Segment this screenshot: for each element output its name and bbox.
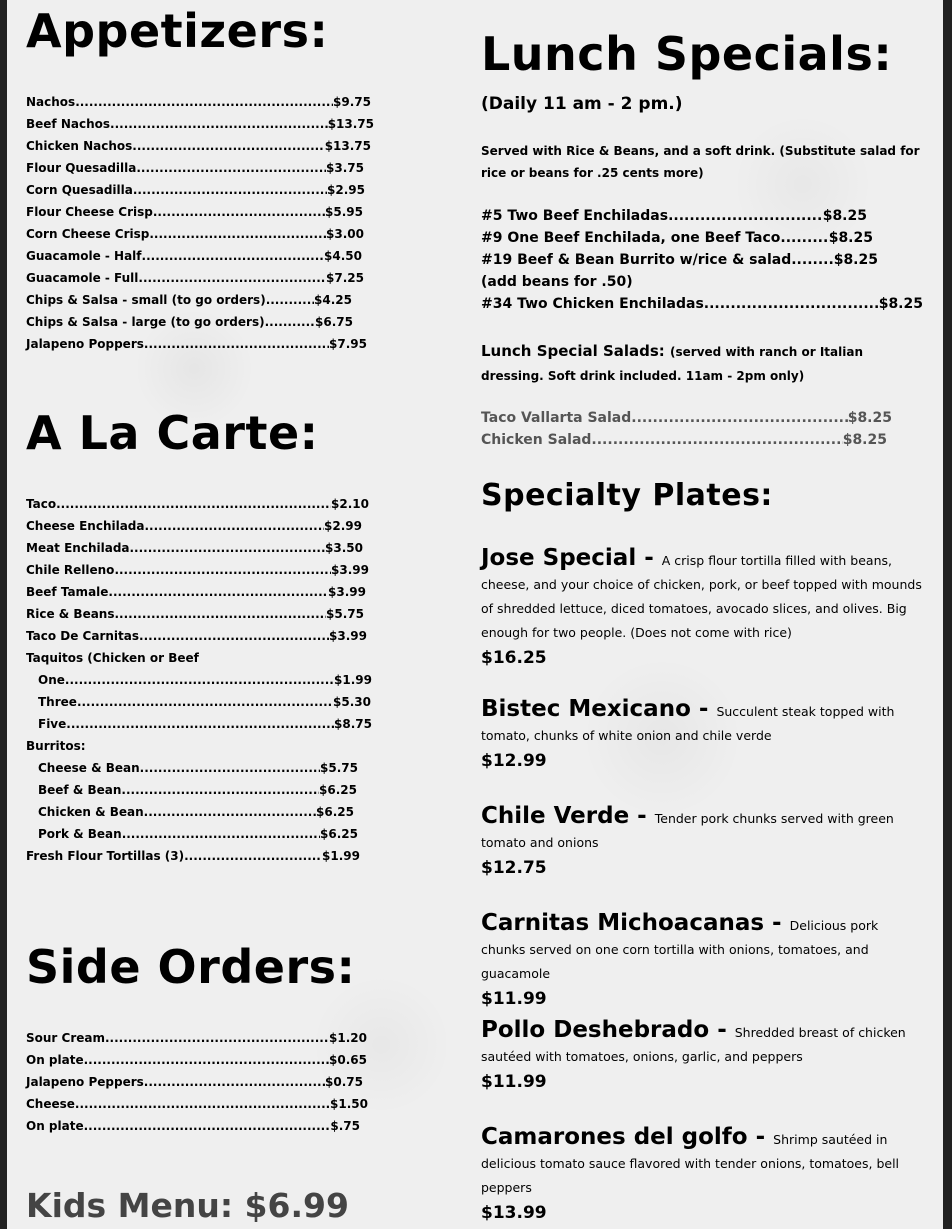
- appetizer-item: [26, 135, 371, 157]
- dot-leader: [668, 205, 823, 227]
- dot-leader: [266, 289, 314, 311]
- lunch-special-item: [481, 249, 878, 271]
- dot-leader: [149, 223, 326, 245]
- dot-leader: [114, 559, 331, 581]
- appetizer-item-price: $13.75: [327, 117, 374, 131]
- appetizer-item-price: $9.75: [333, 95, 371, 109]
- side-order-item-name: Sour Cream: [26, 1031, 105, 1045]
- specialty-plate: [481, 910, 926, 1011]
- appetizer-item: [26, 113, 374, 135]
- side-order-item-name: Jalapeno Peppers: [26, 1075, 144, 1089]
- specialty-plate-description: Shrimp sautéed in delicious tomato sauce flavored with tender onions, tomatoes, bell peppers: [481, 1132, 900, 1195]
- appetizer-item: [26, 157, 364, 179]
- alacarte-item-price: $5.75: [326, 607, 364, 621]
- alacarte-item: [26, 757, 358, 779]
- specialty-plate-text: [481, 545, 926, 644]
- dot-leader: [791, 249, 833, 271]
- dot-leader: [84, 1115, 331, 1137]
- dot-leader: [704, 293, 879, 315]
- lunch-specials-list: [481, 205, 923, 315]
- specialty-plate: [481, 1017, 926, 1094]
- alacarte-item-name: Five: [38, 717, 67, 731]
- lunch-special-item-price: $8.25: [878, 296, 923, 312]
- lunch-salads-title: Lunch Special Salads:: [481, 342, 665, 360]
- alacarte-item-name: Three: [38, 695, 77, 709]
- specialty-plate-description: Tender pork chunks served with green tomato and onions: [481, 811, 894, 850]
- alacarte-item-name: Cheese Enchilada: [26, 519, 145, 533]
- lunch-special-item-price: $8.25: [833, 252, 878, 268]
- dot-leader: [140, 757, 320, 779]
- dot-leader: [136, 157, 326, 179]
- alacarte-item-price: $6.25: [319, 783, 357, 797]
- lunch-salad-item: [481, 407, 892, 429]
- lunch-salad-item-price: $8.25: [842, 432, 887, 448]
- alacarte-item-name: Burritos:: [26, 739, 86, 753]
- side-order-item: [26, 1027, 367, 1049]
- appetizer-item: [26, 179, 365, 201]
- specialty-plate-name: Chile Verde -: [481, 803, 655, 829]
- specialty-plate-description: Delicious pork chunks served on one corn tortilla with onions, tomatoes, and guacamole: [481, 918, 879, 981]
- alacarte-item-name: Beef & Bean: [38, 783, 122, 797]
- side-order-item: [26, 1049, 367, 1071]
- lunch-special-item-name: (add beans for .50): [481, 274, 633, 290]
- specialty-plate-price: $13.99: [481, 1203, 547, 1223]
- appetizer-item: [26, 333, 367, 355]
- alacarte-item-price: $6.25: [320, 827, 358, 841]
- side-order-item-name: Cheese: [26, 1097, 75, 1111]
- alacarte-item-name: Meat Enchilada: [26, 541, 130, 555]
- alacarte-item-price: $8.75: [334, 717, 372, 731]
- specialty-plate-price: $16.25: [481, 648, 547, 668]
- appetizers-title: Appetizers:: [26, 4, 329, 58]
- lunch-special-item-name: #34 Two Chicken Enchiladas: [481, 296, 704, 312]
- sides-list: [26, 1027, 368, 1137]
- dot-leader: [105, 1027, 329, 1049]
- alacarte-item: [26, 559, 369, 581]
- alacarte-item: [26, 603, 364, 625]
- side-order-item: [26, 1115, 360, 1137]
- specialty-plate-price: $12.75: [481, 858, 547, 878]
- appetizer-item-name: Chips & Salsa - large (to go orders): [26, 315, 265, 329]
- appetizer-item-price: $13.75: [324, 139, 371, 153]
- lunch-special-item-name: #19 Beef & Bean Burrito w/rice & salad: [481, 252, 792, 268]
- dot-leader: [265, 311, 315, 333]
- side-order-item: [26, 1071, 363, 1093]
- dot-leader: [153, 201, 325, 223]
- lunch-salad-item-name: Chicken Salad: [481, 432, 592, 448]
- appetizer-item: [26, 201, 363, 223]
- side-order-item-name: On plate: [26, 1053, 84, 1067]
- dot-leader: [132, 135, 324, 157]
- specialty-plate: [481, 803, 926, 880]
- dot-leader: [84, 1049, 329, 1071]
- alacarte-item-price: $5.30: [333, 695, 371, 709]
- appetizer-item-price: $3.75: [326, 161, 364, 175]
- appetizer-item-name: Guacamole - Half: [26, 249, 142, 263]
- lunch-special-item: [481, 227, 873, 249]
- dot-leader: [591, 429, 842, 451]
- specialty-plate-price: $11.99: [481, 989, 547, 1009]
- appetizer-item-price: $3.00: [326, 227, 364, 241]
- dot-leader: [75, 91, 333, 113]
- appetizer-item-name: Corn Quesadilla: [26, 183, 133, 197]
- alacarte-item-price: $3.99: [331, 563, 369, 577]
- appetizer-item-name: Flour Quesadilla: [26, 161, 137, 175]
- appetizer-item: [26, 267, 364, 289]
- alacarte-item-name: Taco De Carnitas: [26, 629, 140, 643]
- specialty-plate-text: [481, 1124, 926, 1199]
- dot-leader: [122, 823, 320, 845]
- dot-leader: [138, 267, 326, 289]
- alacarte-item-price: $1.99: [334, 673, 372, 687]
- lunch-salads-heading: [481, 340, 926, 388]
- specialty-plate: [481, 696, 926, 773]
- alacarte-item-price: $6.25: [316, 805, 354, 819]
- dot-leader: [144, 801, 316, 823]
- side-order-item-price: $0.75: [325, 1075, 363, 1089]
- alacarte-item: [26, 625, 367, 647]
- dot-leader: [144, 333, 329, 355]
- lunch-special-item-name: #9 One Beef Enchilada, one Beef Taco: [481, 230, 781, 246]
- appetizer-item-name: Chicken Nachos: [26, 139, 133, 153]
- dot-leader: [75, 1093, 330, 1115]
- appetizer-item: [26, 223, 364, 245]
- alacarte-item-price: $3.50: [325, 541, 363, 555]
- alacarte-item: [26, 537, 363, 559]
- alacarte-item-name: Chile Relleno: [26, 563, 115, 577]
- specialty-plate-description: Succulent steak topped with tomato, chunks of white onion and chile verde: [481, 704, 895, 743]
- appetizer-item-name: Nachos: [26, 95, 76, 109]
- specialty-plate-text: [481, 1017, 926, 1068]
- alacarte-item: [26, 779, 357, 801]
- kids-menu-title: Kids Menu: $6.99: [26, 1186, 349, 1225]
- side-order-item-price: $.75: [330, 1119, 360, 1133]
- side-order-item-name: On plate: [26, 1119, 84, 1133]
- appetizer-item-price: $2.95: [327, 183, 365, 197]
- lunch-specials-title: Lunch Specials:: [481, 27, 893, 81]
- alacarte-item: [26, 801, 354, 823]
- alacarte-item: [26, 823, 358, 845]
- dot-leader: [66, 713, 334, 735]
- lunch-special-item-price: $8.25: [828, 230, 873, 246]
- appetizer-item-price: $5.95: [325, 205, 363, 219]
- alacarte-item-name: Taco: [26, 497, 57, 511]
- side-order-item-price: $1.20: [329, 1031, 367, 1045]
- side-order-item: [26, 1093, 368, 1115]
- dot-leader: [133, 179, 327, 201]
- lunch-special-item: [481, 293, 923, 315]
- specialty-plate-text: [481, 803, 926, 854]
- dot-leader: [77, 691, 333, 713]
- dot-leader: [115, 603, 327, 625]
- side-order-item-price: $1.50: [330, 1097, 368, 1111]
- appetizer-item-price: $6.75: [315, 315, 353, 329]
- appetizer-item-name: Guacamole - Full: [26, 271, 139, 285]
- specialty-plate-text: [481, 696, 926, 747]
- appetizer-item-price: $4.50: [324, 249, 362, 263]
- menu-page: [7, 0, 943, 1229]
- lunch-served-note: Served with Rice & Beans, and a soft drink. (Substitute salad for rice or beans for .25 cents more): [481, 144, 920, 180]
- alacarte-item-name: Pork & Bean: [38, 827, 122, 841]
- sides-title: Side Orders:: [26, 940, 356, 994]
- appetizer-item-price: $7.95: [329, 337, 367, 351]
- dot-leader: [139, 625, 329, 647]
- lunch-special-item: [481, 271, 923, 293]
- alacarte-item: [26, 735, 372, 757]
- alacarte-item-name: Rice & Beans: [26, 607, 115, 621]
- alacarte-item: [26, 691, 371, 713]
- alacarte-item-price: $2.10: [331, 497, 369, 511]
- dot-leader: [130, 537, 326, 559]
- specialty-plate-price: $12.99: [481, 751, 547, 771]
- dot-leader: [184, 845, 322, 867]
- lunch-special-item-price: $8.25: [822, 208, 867, 224]
- appetizer-item: [26, 245, 362, 267]
- lunch-salad-item: [481, 429, 887, 451]
- lunch-salad-item-price: $8.25: [847, 410, 892, 426]
- lunch-hours: (Daily 11 am - 2 pm.): [481, 94, 683, 114]
- specialty-plate-text: [481, 910, 926, 985]
- appetizer-item: [26, 91, 371, 113]
- alacarte-item-price: $5.75: [320, 761, 358, 775]
- alacarte-title: A La Carte:: [26, 406, 319, 460]
- specialty-plate-description: Shredded breast of chicken sautéed with tomatoes, onions, garlic, and peppers: [481, 1025, 906, 1064]
- alacarte-item-name: Beef Tamale: [26, 585, 109, 599]
- alacarte-item-name: Taquitos (Chicken or Beef: [26, 651, 199, 665]
- alacarte-item: [26, 845, 360, 867]
- alacarte-item-name: Fresh Flour Tortillas (3): [26, 849, 185, 863]
- appetizer-item: [26, 311, 353, 333]
- specialty-plate-name: Pollo Deshebrado -: [481, 1017, 735, 1043]
- dot-leader: [145, 515, 325, 537]
- specialty-plate-name: Bistec Mexicano -: [481, 696, 717, 722]
- alacarte-item: [26, 581, 366, 603]
- alacarte-list: [26, 493, 372, 867]
- lunch-special-item: [481, 205, 867, 227]
- appetizer-item-name: Flour Cheese Crisp: [26, 205, 153, 219]
- dot-leader: [110, 113, 328, 135]
- alacarte-item-price: $2.99: [324, 519, 362, 533]
- appetizer-item-price: $4.25: [314, 293, 352, 307]
- alacarte-item-price: $3.99: [328, 585, 366, 599]
- alacarte-item: [26, 669, 372, 691]
- lunch-salads-note: (served with ranch or Italian dressing. Soft drink included. 11am - 2pm only): [481, 345, 863, 383]
- alacarte-item: [26, 713, 372, 735]
- alacarte-item: [26, 493, 369, 515]
- appetizer-item-name: Beef Nachos: [26, 117, 111, 131]
- dot-leader: [121, 779, 319, 801]
- dot-leader: [108, 581, 328, 603]
- specialty-plate-name: Carnitas Michoacanas -: [481, 910, 790, 936]
- dot-leader: [65, 669, 334, 691]
- appetizers-list: [26, 91, 374, 355]
- alacarte-item-price: $1.99: [322, 849, 360, 863]
- lunch-special-item-name: #5 Two Beef Enchiladas: [481, 208, 669, 224]
- appetizer-item-price: $7.25: [326, 271, 364, 285]
- alacarte-item: [26, 515, 362, 537]
- alacarte-item-name: One: [38, 673, 65, 687]
- appetizer-item-name: Chips & Salsa - small (to go orders): [26, 293, 266, 307]
- dot-leader: [142, 245, 325, 267]
- specialty-plate-name: Jose Special -: [481, 545, 662, 571]
- dot-leader: [631, 407, 847, 429]
- dot-leader: [780, 227, 828, 249]
- lunch-salads-list: [481, 407, 892, 451]
- dot-leader: [144, 1071, 325, 1093]
- appetizer-item-name: Jalapeno Poppers: [26, 337, 144, 351]
- specialty-plate-description: A crisp flour tortilla filled with beans, cheese, and your choice of chicken, pork, or beef topped with mounds of shredded lettuce, diced tomatoes, avocado slices, and olives. Big enough for two people. (Does not come with rice): [481, 553, 922, 640]
- alacarte-item-name: Chicken & Bean: [38, 805, 144, 819]
- specialty-plate: [481, 545, 926, 670]
- specialty-plate: [481, 1124, 926, 1225]
- specialty-plates-title: Specialty Plates:: [481, 478, 773, 513]
- lunch-salad-item-name: Taco Vallarta Salad: [481, 410, 632, 426]
- alacarte-item-name: Cheese & Bean: [38, 761, 140, 775]
- specialty-plate-name: Camarones del golfo -: [481, 1124, 774, 1150]
- side-order-item-price: $0.65: [329, 1053, 367, 1067]
- alacarte-item: [26, 647, 372, 669]
- dot-leader: [56, 493, 331, 515]
- specialty-plate-price: $11.99: [481, 1072, 547, 1092]
- alacarte-item-price: $3.99: [329, 629, 367, 643]
- appetizer-item-name: Corn Cheese Crisp: [26, 227, 150, 241]
- appetizer-item: [26, 289, 352, 311]
